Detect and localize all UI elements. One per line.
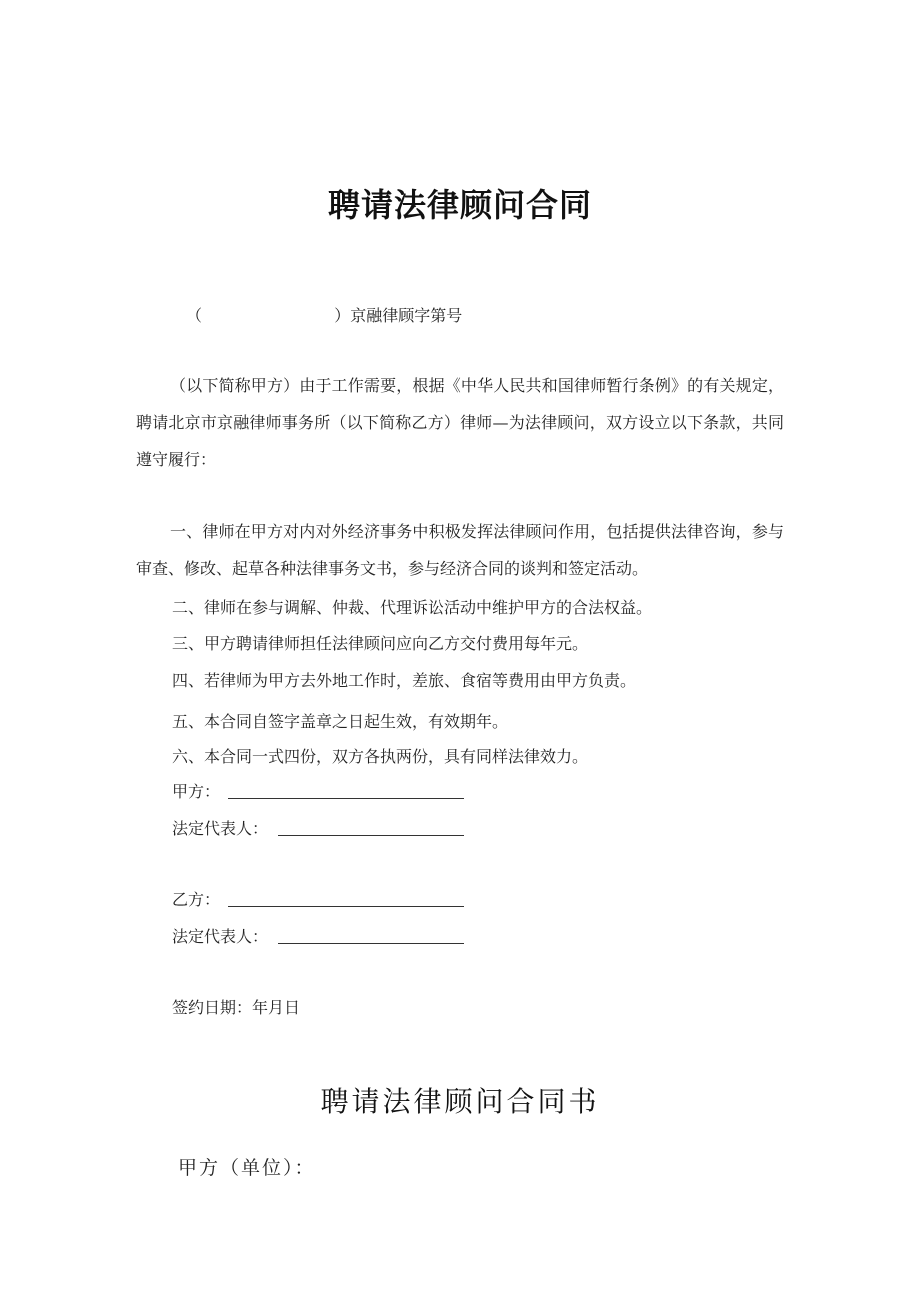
party-a-rep-label: 法定代表人： <box>172 819 269 838</box>
party-a-rep-signature-line <box>172 816 472 839</box>
party-b-label: 乙方： <box>172 890 221 909</box>
second-document-title: 聘请法律顾问合同书 <box>320 1085 600 1118</box>
party-a-label: 甲方： <box>172 782 221 801</box>
document-title: 聘请法律顾问合同 <box>327 186 592 224</box>
party-b-signature-line <box>172 887 472 910</box>
party-b-rep-label: 法定代表人： <box>172 927 269 946</box>
preamble-paragraph: （以下简称甲方）由于工作需要，根据《中华人民共和国律师暂行条例》的有关规定，聘请北京市京融律师事务所（以下简称乙方）律师—为法律顾问，双方设立以下条款，共同遵守履行： <box>136 376 784 469</box>
party-a-blank <box>228 798 464 799</box>
party-a-rep-blank <box>278 835 464 836</box>
party-b-blank <box>228 906 464 907</box>
party-a-signature-line <box>172 779 472 802</box>
second-document-party-a: 甲方（单位）： <box>178 1157 316 1179</box>
clause-1: 一、律师在甲方对内对外经济事务中积极发挥法律顾问作用，包括提供法律咨询，参与审查、修改、起草各种法律事务文书，参与经济合同的谈判和签定活动。 <box>136 522 784 578</box>
sign-date: 签约日期：年月日 <box>172 998 301 1017</box>
clause-2: 二、律师在参与调解、仲裁、代理诉讼活动中维护甲方的合法权益。 <box>172 598 653 617</box>
document-number: （ ）京融律顾字第号 <box>186 306 463 325</box>
clause-6: 六、本合同一式四份，双方各执两份，具有同样法律效力。 <box>172 747 589 766</box>
party-b-rep-signature-line <box>172 924 472 947</box>
clause-3: 三、甲方聘请律师担任法律顾问应向乙方交付费用每年元。 <box>172 634 589 653</box>
clause-4: 四、若律师为甲方去外地工作时，差旅、食宿等费用由甲方负责。 <box>172 671 637 690</box>
party-b-rep-blank <box>278 943 464 944</box>
clause-5: 五、本合同自签字盖章之日起生效，有效期年。 <box>172 712 509 731</box>
